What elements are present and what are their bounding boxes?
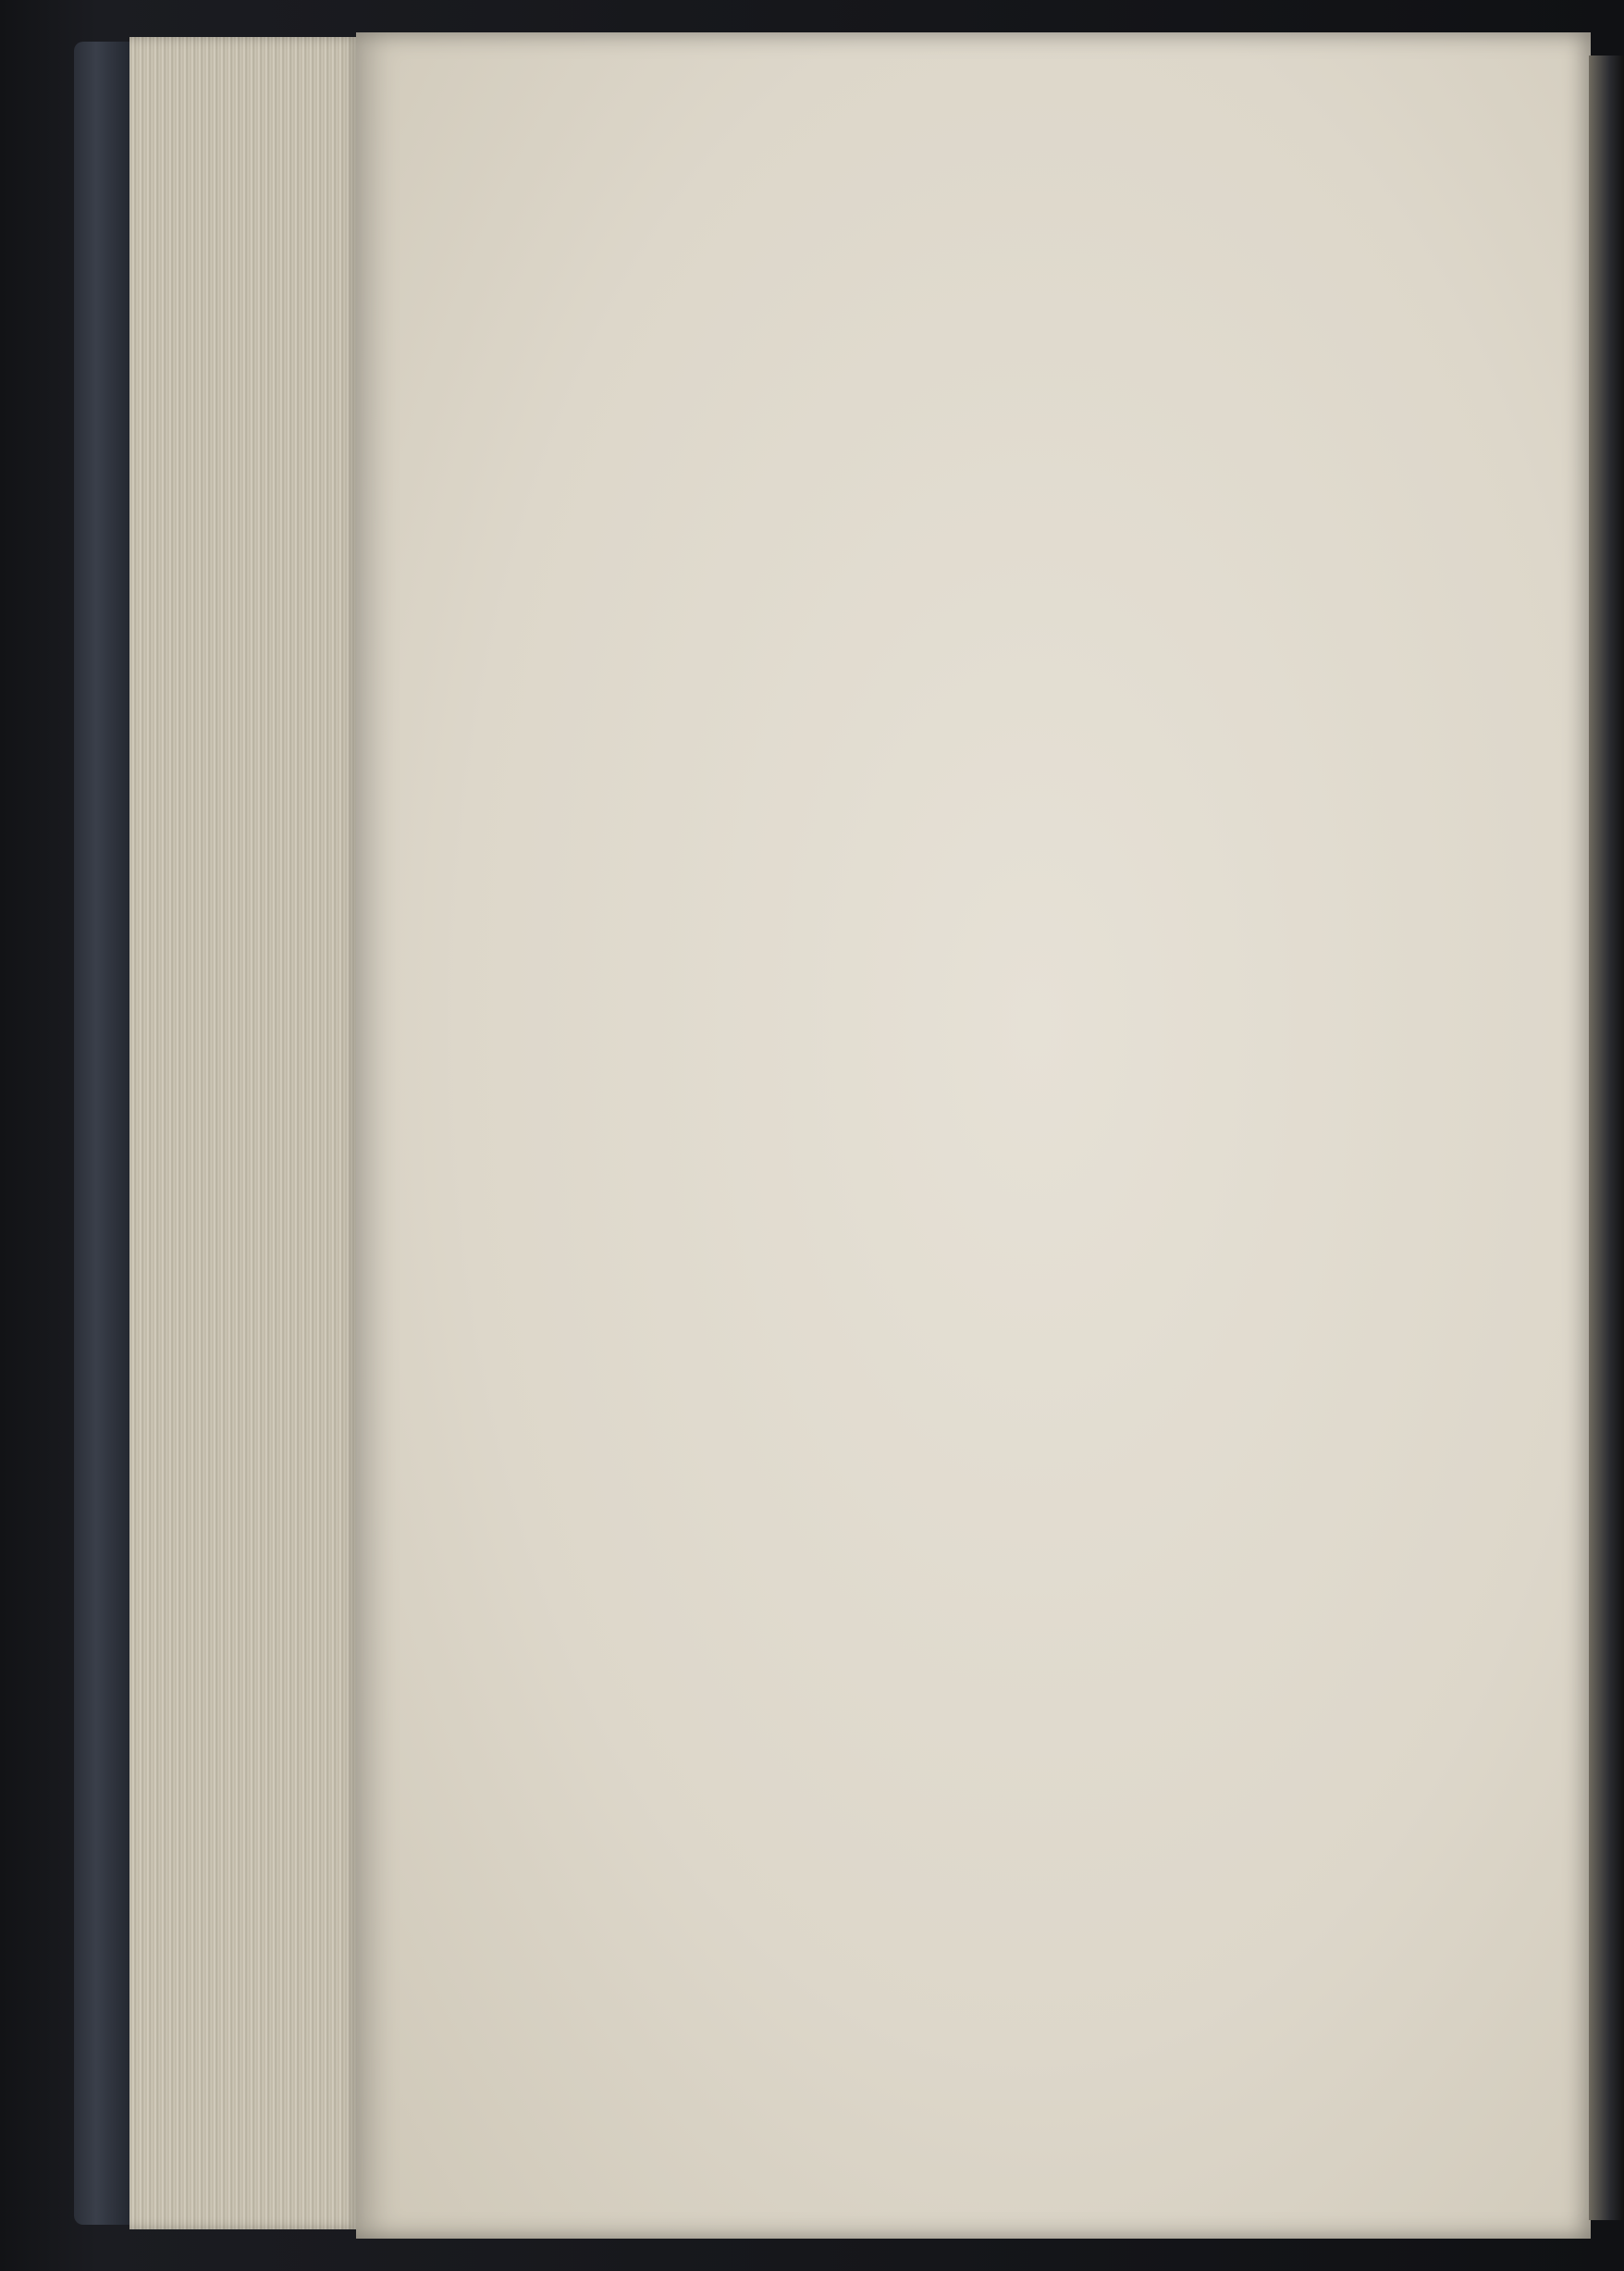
facing-page-edge [1589, 56, 1624, 2220]
book-cover-edge [74, 42, 129, 2225]
page-stack-edges [129, 37, 361, 2229]
book-page [356, 32, 1591, 2239]
